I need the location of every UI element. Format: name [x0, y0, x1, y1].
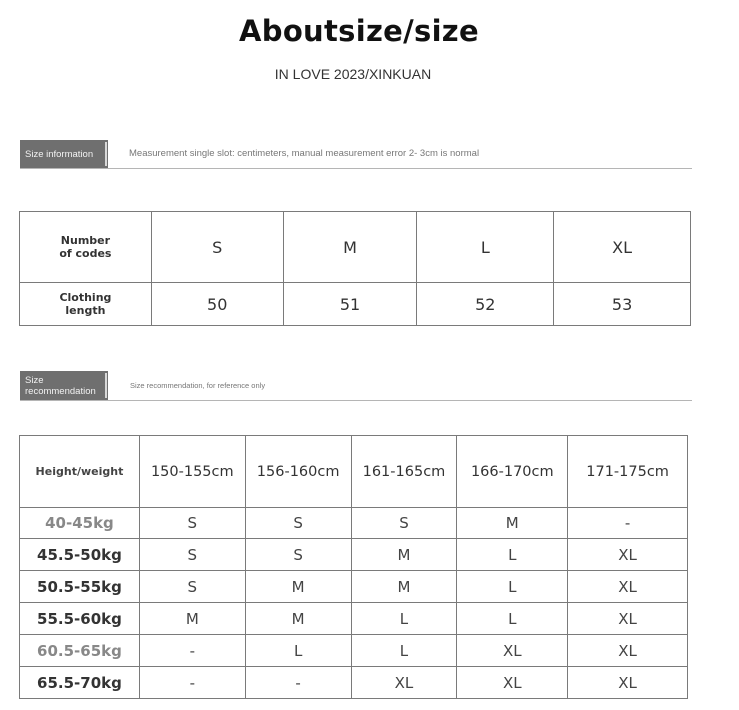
- tag-accent-bar: [105, 373, 107, 398]
- recommend-cell: S: [139, 571, 245, 603]
- size-recommendation-note: Size recommendation, for reference only: [130, 381, 266, 390]
- recommend-cell: S: [245, 508, 351, 539]
- recommend-cell: XL: [568, 571, 688, 603]
- recommend-cell: L: [351, 635, 457, 667]
- recommend-cell: L: [457, 539, 568, 571]
- height-header: 171-175cm: [568, 436, 688, 508]
- section-divider: [20, 400, 692, 401]
- size-cell: XL: [554, 212, 691, 283]
- recommend-cell: XL: [568, 539, 688, 571]
- recommend-cell: S: [245, 539, 351, 571]
- height-header: 166-170cm: [457, 436, 568, 508]
- recommend-cell: -: [245, 667, 351, 699]
- size-recommendation-tag-label: Size recommendation: [25, 374, 96, 397]
- section-divider: [20, 168, 692, 169]
- height-header: 150-155cm: [139, 436, 245, 508]
- recommend-cell: L: [245, 635, 351, 667]
- tag-accent-bar: [105, 142, 107, 166]
- recommend-cell: XL: [457, 635, 568, 667]
- weight-label: 65.5-70kg: [20, 667, 140, 699]
- page-subtitle: IN LOVE 2023/XINKUAN: [274, 66, 432, 82]
- recommend-cell: L: [457, 603, 568, 635]
- size-cell: S: [151, 212, 283, 283]
- recommend-cell: M: [245, 571, 351, 603]
- recommend-cell: -: [568, 508, 688, 539]
- length-cell: 51: [283, 283, 417, 326]
- height-header: 161-165cm: [351, 436, 457, 508]
- weight-label: 50.5-55kg: [20, 571, 140, 603]
- weight-label: 45.5-50kg: [20, 539, 140, 571]
- table-row: [20, 508, 688, 539]
- weight-label: 55.5-60kg: [20, 603, 140, 635]
- size-cell: L: [417, 212, 554, 283]
- table-row: [20, 603, 688, 635]
- recommend-cell: -: [139, 667, 245, 699]
- recommend-cell: M: [457, 508, 568, 539]
- recommend-cell: M: [139, 603, 245, 635]
- size-cell: M: [283, 212, 417, 283]
- length-cell: 52: [417, 283, 554, 326]
- recommend-cell: S: [139, 508, 245, 539]
- recommend-cell: XL: [568, 667, 688, 699]
- table-row: [20, 667, 688, 699]
- recommend-cell: L: [351, 603, 457, 635]
- recommend-cell: XL: [351, 667, 457, 699]
- recommend-cell: L: [457, 571, 568, 603]
- weight-label: 60.5-65kg: [20, 635, 140, 667]
- size-recommendation-table: [19, 435, 688, 699]
- table-header-row: [20, 436, 688, 508]
- size-information-tag: [20, 140, 108, 168]
- page-title: Aboutsize/size: [239, 14, 479, 48]
- recommend-cell: XL: [457, 667, 568, 699]
- length-cell: 50: [151, 283, 283, 326]
- table-row: [20, 212, 691, 283]
- row-label-number-of-codes: Number of codes: [20, 212, 152, 283]
- corner-label: Height/weight: [20, 436, 140, 508]
- size-recommendation-tag: [20, 371, 108, 400]
- table-row: [20, 635, 688, 667]
- recommend-cell: XL: [568, 603, 688, 635]
- size-information-table: [19, 211, 691, 326]
- weight-label: 40-45kg: [20, 508, 140, 539]
- row-label-clothing-length: Clothing length: [20, 283, 152, 326]
- length-cell: 53: [554, 283, 691, 326]
- recommend-cell: M: [351, 539, 457, 571]
- table-row: [20, 539, 688, 571]
- size-information-note: Measurement single slot: centimeters, manual measurement error 2- 3cm is normal: [129, 148, 480, 159]
- recommend-cell: -: [139, 635, 245, 667]
- recommend-cell: M: [351, 571, 457, 603]
- recommend-cell: M: [245, 603, 351, 635]
- recommend-cell: S: [351, 508, 457, 539]
- size-information-tag-label: Size information: [25, 148, 94, 160]
- table-row: [20, 571, 688, 603]
- recommend-cell: XL: [568, 635, 688, 667]
- recommend-cell: S: [139, 539, 245, 571]
- height-header: 156-160cm: [245, 436, 351, 508]
- table-row: [20, 283, 691, 326]
